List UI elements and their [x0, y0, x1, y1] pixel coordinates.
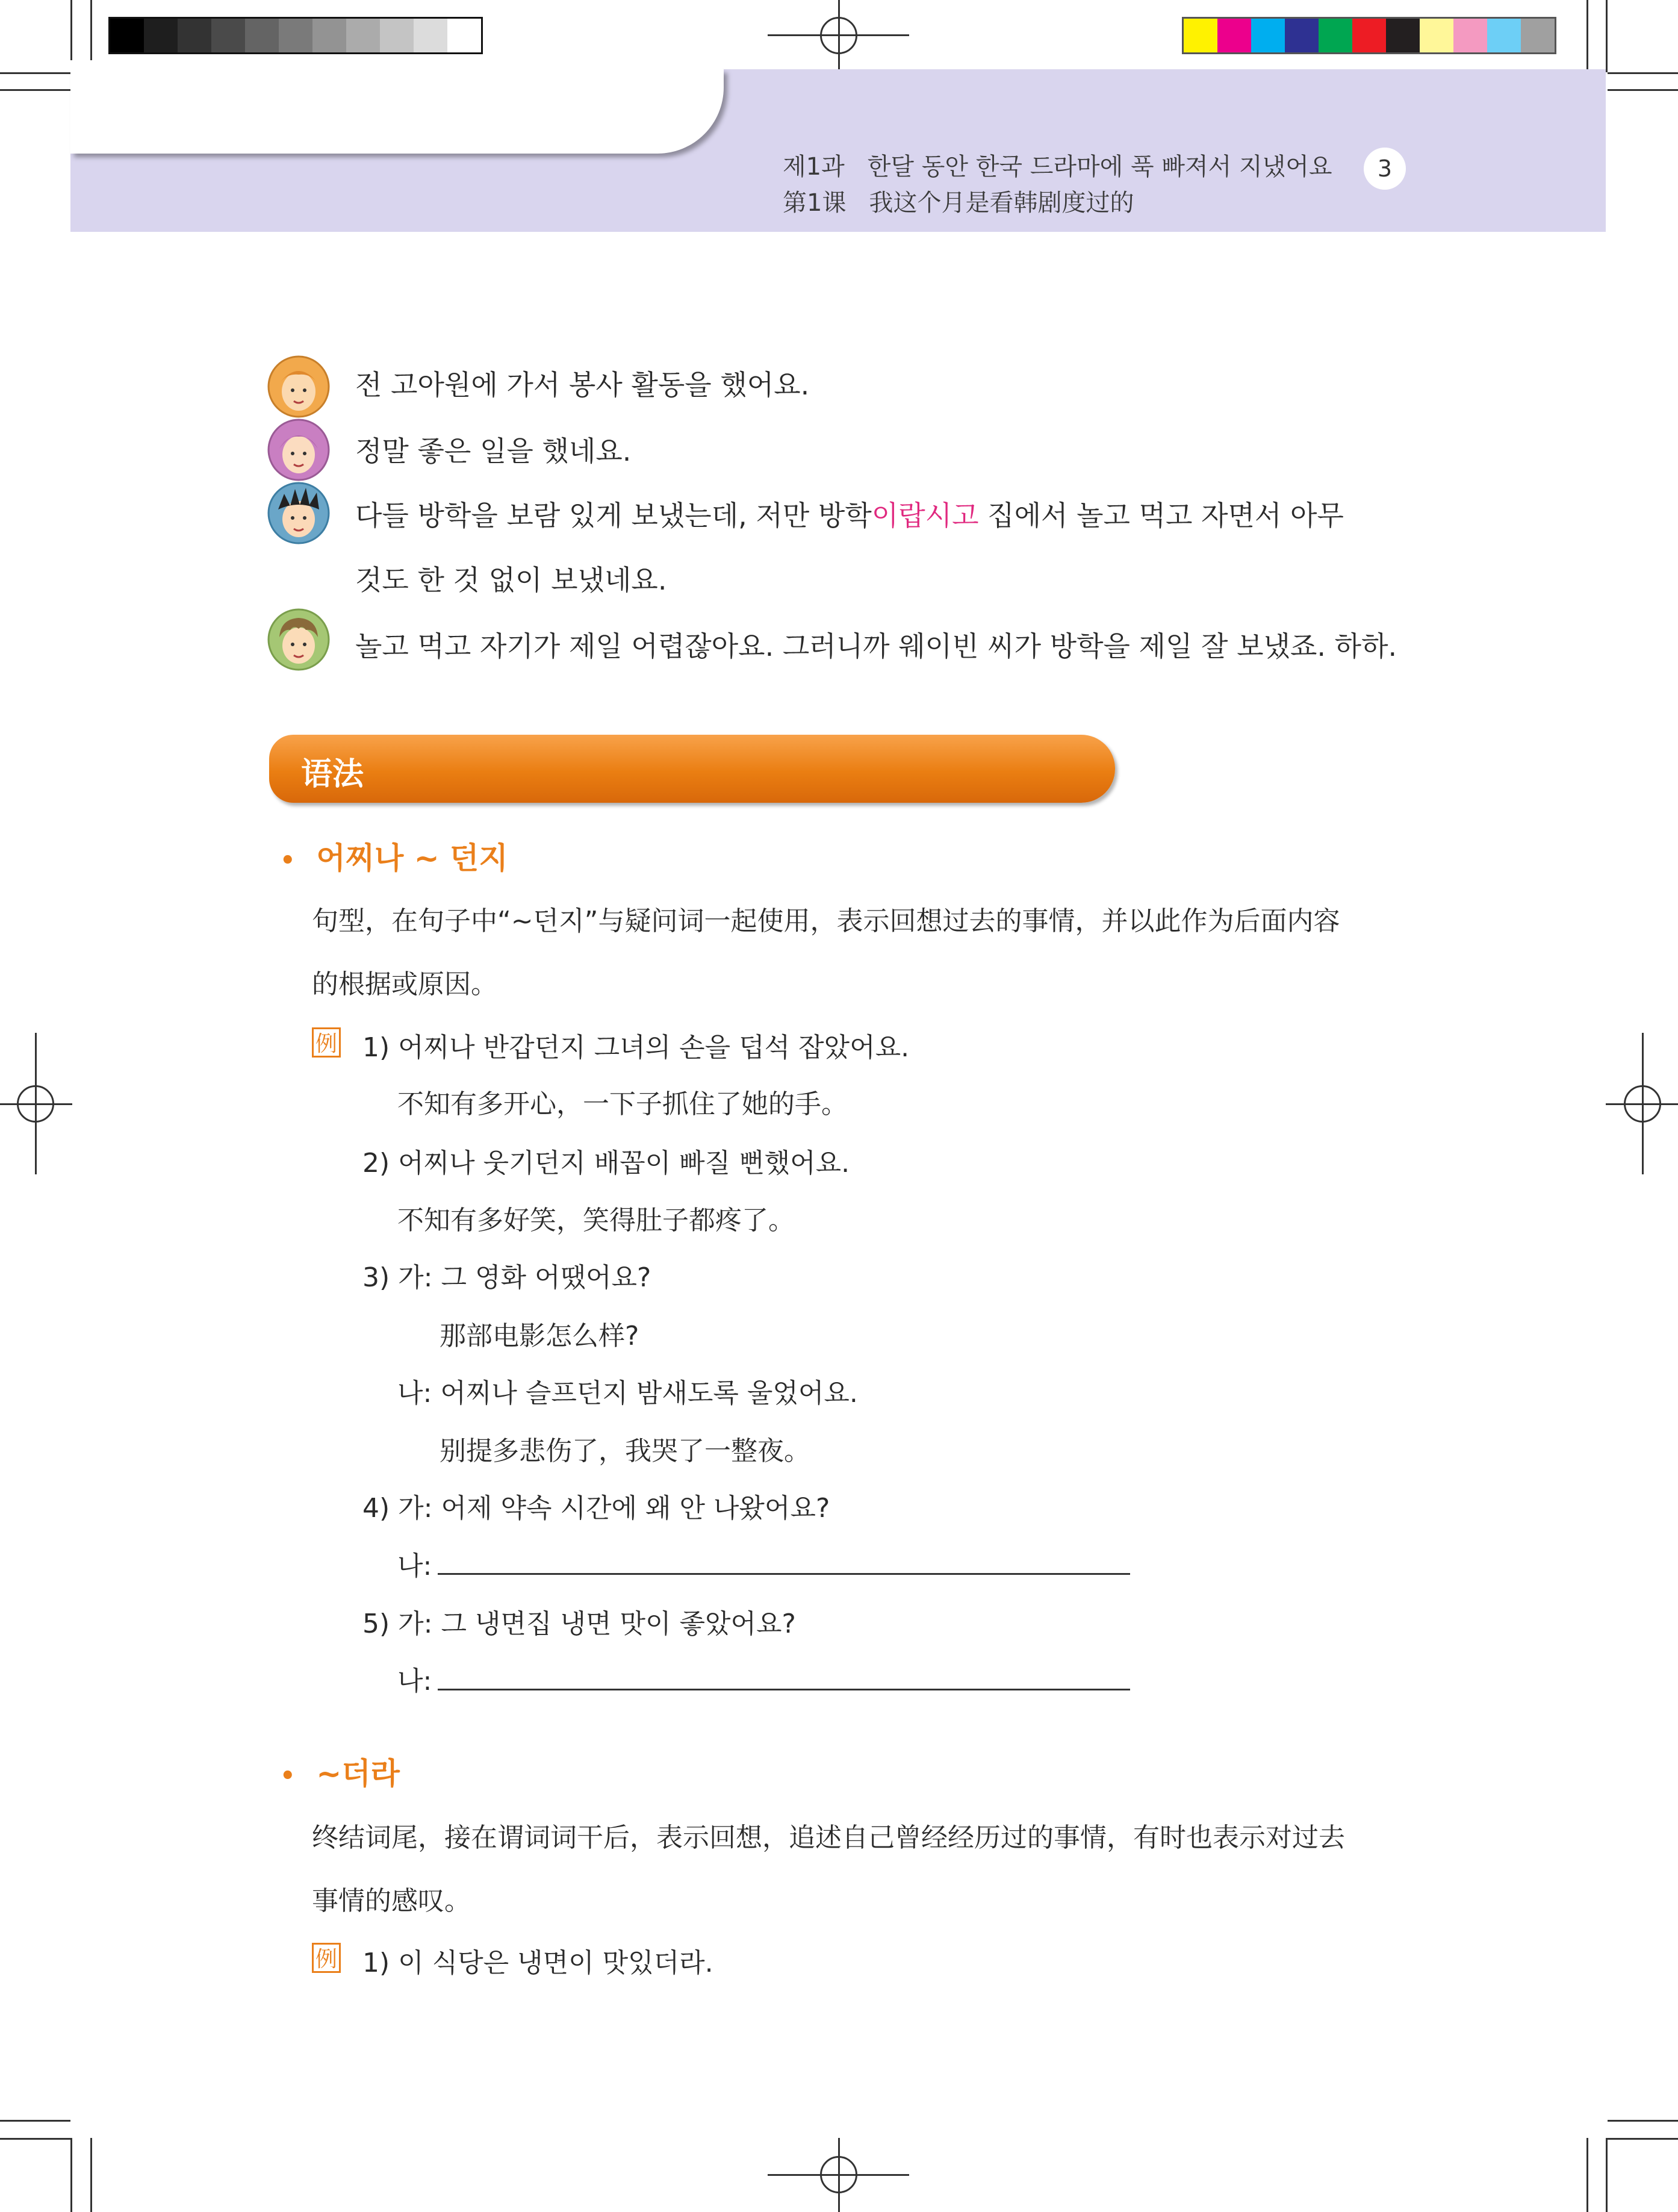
crop-mark — [0, 2120, 70, 2122]
color-swatch — [1217, 19, 1251, 52]
color-swatch — [1420, 19, 1453, 52]
example-1-korean: 1) 어찌나 반갑던지 그녀의 손을 덥석 잡았어요. — [362, 1032, 910, 1063]
grammar-point-1-desc-continued: 的根据或原因。 — [312, 969, 497, 1000]
color-swatch — [1386, 19, 1420, 52]
header-tab-curve — [70, 69, 724, 154]
dialogue-line-2: 정말 좋은 일을 했네요. — [355, 435, 632, 467]
grammar-point-1-title — [280, 834, 508, 877]
example-4-answer-blank[interactable] — [438, 1573, 1130, 1575]
grammar-section-title: 语法 — [301, 756, 364, 793]
lesson-title-chinese-text: 我这个月是看韩剧度过的 — [869, 189, 1134, 217]
dialogue-line-3 — [355, 494, 1344, 534]
example-3-answer: 나: 어찌나 슬프던지 밤새도록 울었어요. — [397, 1378, 858, 1409]
color-swatch — [1184, 19, 1217, 52]
registration-target-icon — [1624, 1085, 1661, 1123]
example-marker-icon: 例 — [312, 1943, 341, 1973]
dialogue-line-1: 전 고아원에 가서 봉사 활동을 했어요. — [355, 369, 810, 401]
example-5-answer-blank[interactable] — [438, 1689, 1130, 1690]
header-cover — [0, 60, 722, 71]
boy-spiky-black-hair-avatar — [267, 482, 330, 544]
registration-target-icon — [820, 17, 857, 54]
example-3-answer-chinese: 别提多悲伤了，我哭了一整夜。 — [440, 1436, 810, 1466]
grammar-section-banner — [269, 735, 1115, 803]
highlighted-grammar-text: 이랍시고 — [871, 499, 979, 532]
grammar-point-1-title-text: 어찌나 ~ 던지 — [316, 841, 508, 876]
crop-mark — [1608, 89, 1678, 91]
gray-swatch — [178, 19, 211, 52]
lesson-title-korean — [783, 148, 1332, 182]
grammar-point-2-desc-continued: 事情的感叹。 — [312, 1886, 471, 1916]
lesson-number-chinese: 第1课 — [783, 189, 847, 217]
grayscale-calibration-bar — [108, 17, 483, 54]
gray-swatch — [110, 19, 144, 52]
color-swatch — [1352, 19, 1386, 52]
example-4-answer-label: 나: — [397, 1551, 432, 1581]
boy-orange-hair-avatar — [267, 355, 330, 418]
color-swatch — [1487, 19, 1521, 52]
example-2-korean: 2) 어찌나 웃기던지 배꼽이 빠질 뻔했어요. — [362, 1148, 850, 1179]
color-swatch — [1285, 19, 1319, 52]
girl-purple-hair-avatar — [267, 419, 330, 481]
dialogue-line-3-continued: 것도 한 것 없이 보냈네요. — [355, 564, 667, 596]
example-2-chinese: 不知有多好笑，笑得肚子都疼了。 — [397, 1205, 795, 1236]
color-swatch — [1521, 19, 1555, 52]
crop-mark — [1608, 2138, 1678, 2140]
bullet-icon: • — [280, 847, 296, 874]
boy-curly-brown-hair-avatar — [267, 608, 330, 671]
crop-mark — [1608, 72, 1678, 74]
bullet-icon: • — [280, 1762, 296, 1790]
gray-swatch — [245, 19, 279, 52]
grammar-point-1-desc: 句型，在句子中“~던지”与疑问词一起使用，表示回想过去的事情，并以此作为后面内容 — [312, 906, 1340, 936]
gray-swatch — [279, 19, 312, 52]
dialogue-line-4: 놀고 먹고 자기가 제일 어렵잖아요. 그러니까 웨이빈 씨가 방학을 제일 잘 보냈죠. 하하. — [355, 630, 1397, 662]
color-swatch — [1453, 19, 1487, 52]
example-3-question-chinese: 那部电影怎么样? — [440, 1321, 639, 1351]
dialogue-line-3-text: 다들 방학을 보람 있게 보냈는데, 저만 방학 — [355, 499, 872, 532]
lesson-title-korean-text: 한달 동안 한국 드라마에 푹 빠져서 지냈어요 — [867, 153, 1332, 181]
crop-mark — [1586, 2138, 1588, 2212]
example-5-answer-label: 나: — [397, 1666, 432, 1696]
grammar-point-2-desc: 终结词尾，接在谓词词干后，表示回想，追述自己曾经经历过的事情，有时也表示对过去 — [312, 1822, 1345, 1853]
color-calibration-bar — [1182, 17, 1556, 54]
example-1-korean: 1) 이 식당은 냉면이 맛있더라. — [362, 1948, 713, 1978]
example-1-chinese: 不知有多开心，一下子抓住了她的手。 — [397, 1089, 848, 1120]
example-4-question: 4) 가: 어제 약속 시간에 왜 안 나왔어요? — [362, 1493, 830, 1524]
gray-swatch — [447, 19, 481, 52]
crop-mark — [1606, 2138, 1608, 2212]
registration-target-icon — [820, 2156, 857, 2193]
crop-mark — [70, 2138, 72, 2212]
crop-mark — [0, 2138, 70, 2140]
page-number: 3 — [1364, 148, 1406, 190]
crop-mark — [0, 89, 70, 91]
gray-swatch — [144, 19, 178, 52]
example-3-question: 3) 가: 그 영화 어땠어요? — [362, 1262, 651, 1293]
gray-swatch — [211, 19, 245, 52]
example-5-question: 5) 가: 그 냉면집 냉면 맛이 좋았어요? — [362, 1609, 796, 1639]
gray-swatch — [346, 19, 380, 52]
example-marker-icon: 例 — [312, 1027, 341, 1058]
gray-swatch — [380, 19, 414, 52]
lesson-number-korean: 제1과 — [783, 153, 845, 181]
gray-swatch — [312, 19, 346, 52]
dialogue-line-3-text-end: 집에서 놀고 먹고 자면서 아무 — [978, 499, 1344, 532]
color-swatch — [1319, 19, 1352, 52]
gray-swatch — [414, 19, 447, 52]
crop-mark — [90, 2138, 92, 2212]
lesson-title-chinese — [783, 184, 1134, 218]
crop-mark — [1606, 0, 1608, 72]
registration-target-icon — [17, 1085, 54, 1123]
color-swatch — [1251, 19, 1285, 52]
crop-mark — [1608, 2120, 1678, 2122]
grammar-point-2-title-text: ~더라 — [316, 1756, 400, 1791]
crop-mark — [0, 72, 70, 74]
crop-mark — [1586, 0, 1588, 72]
grammar-point-2-title — [280, 1749, 400, 1793]
